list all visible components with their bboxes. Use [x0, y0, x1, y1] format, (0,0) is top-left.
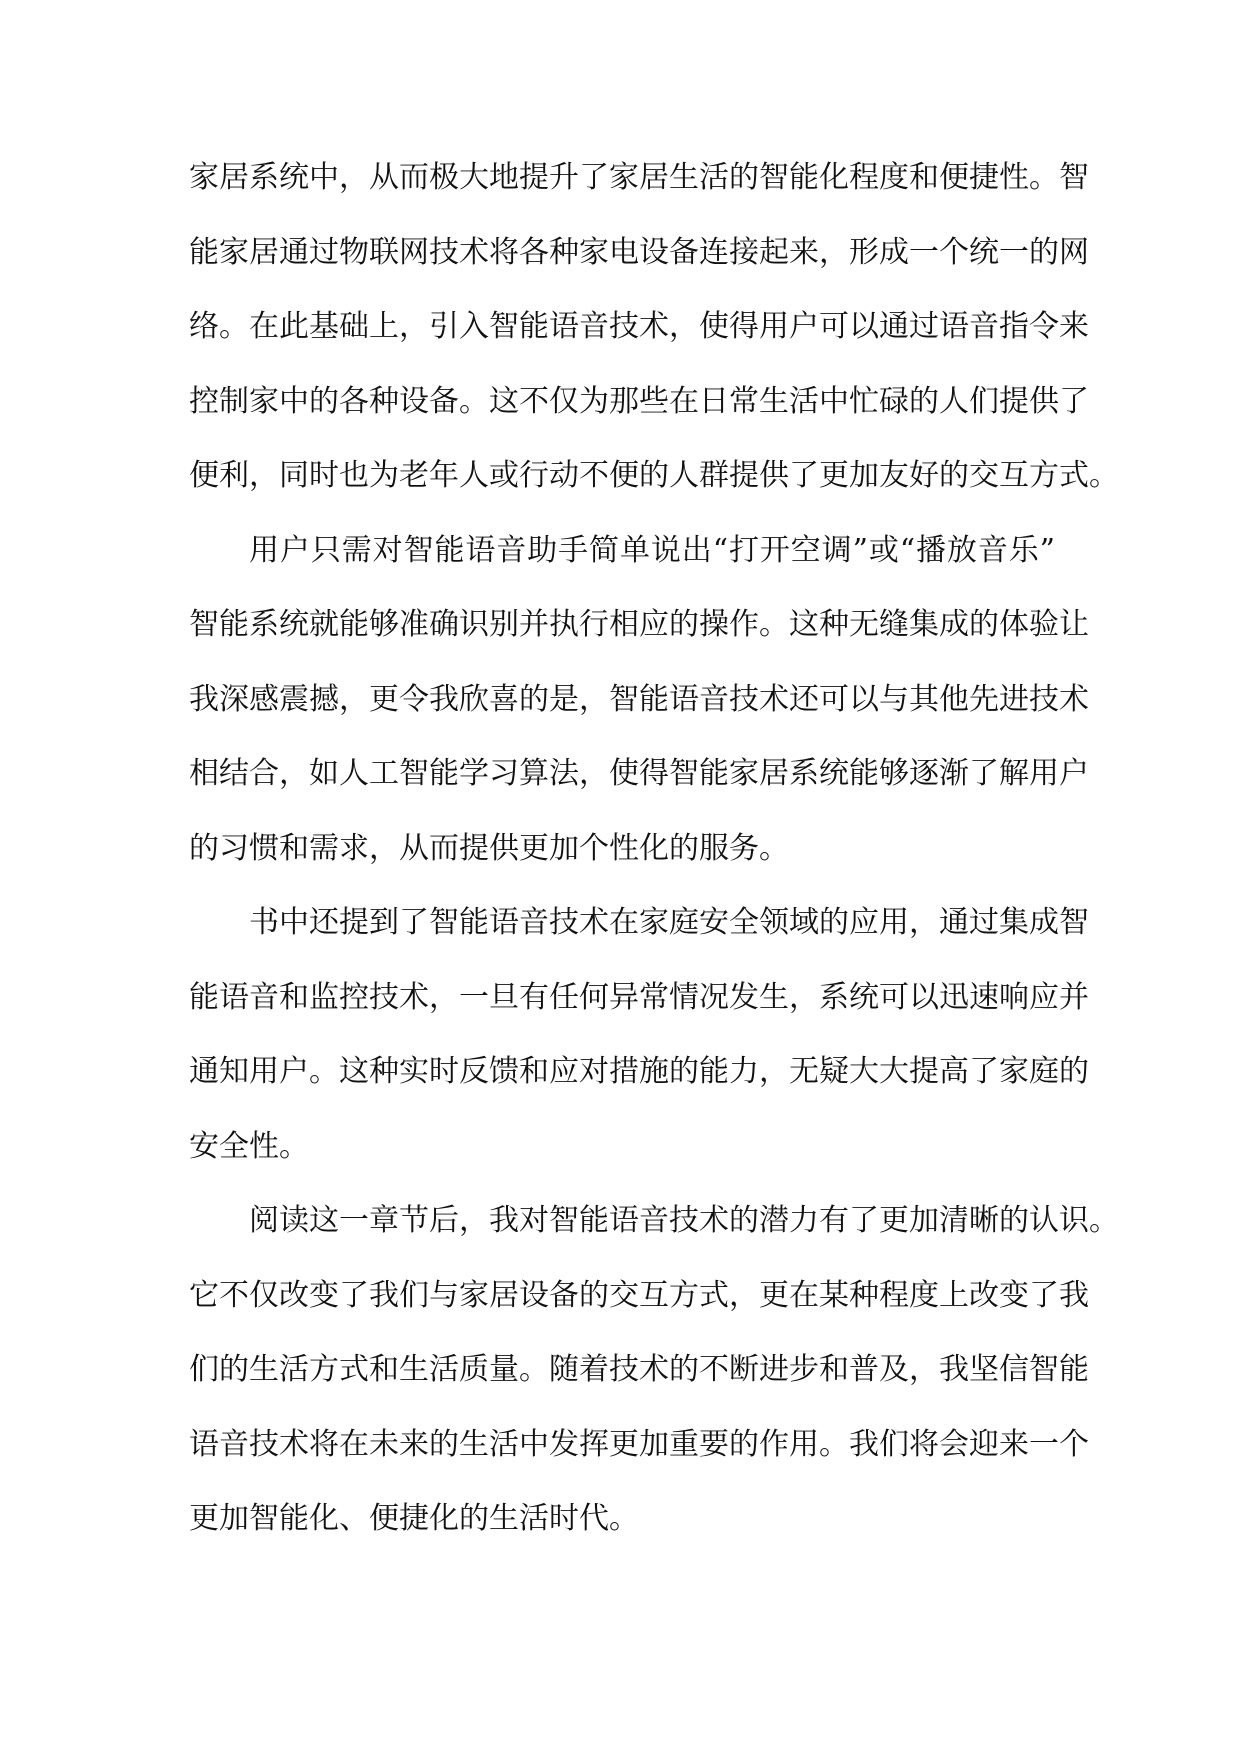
paragraph-2-line-1: 用户只需对智能语音助手简单说出“打开空调”或“播放音乐” — [249, 532, 1055, 568]
paragraph-1-line-3: 络。在此基础上，引入智能语音技术，使得用户可以通过语音指令来 — [189, 309, 1089, 344]
paragraph-3-line-2: 能语音和监控技术，一旦有任何异常情况发生，系统可以迅速响应并 — [189, 979, 1089, 1015]
paragraph-4-line-3: 们的生活方式和生活质量。随着技术的不断进步和普及，我坚信智能 — [189, 1352, 1089, 1387]
body-text — [189, 141, 1119, 1557]
paragraph-1-line-5: 便利，同时也为老年人或行动不便的人群提供了更加友好的交互方式。 — [189, 458, 1119, 493]
paragraph-4-line-2: 它不仅改变了我们与家居设备的交互方式，更在某种程度上改变了我 — [189, 1277, 1089, 1313]
paragraph-3-line-3: 通知用户。这种实时反馈和应对措施的能力，无疑大大提高了家庭的 — [189, 1054, 1089, 1089]
paragraph-1-line-2: 能家居通过物联网技术将各种家电设备连接起来，形成一个统一的网 — [189, 234, 1089, 270]
paragraph-1-line-1: 家居系统中，从而极大地提升了家居生活的智能化程度和便捷性。智 — [189, 160, 1089, 195]
paragraph-2-line-4: 相结合，如人工智能学习算法，使得智能家居系统能够逐渐了解用户 — [189, 756, 1089, 791]
paragraph-2-line-5: 的习惯和需求，从而提供更加个性化的服务。 — [189, 830, 789, 866]
paragraph-2-line-2: 智能系统就能够准确识别并执行相应的操作。这种无缝集成的体验让 — [189, 607, 1089, 642]
paragraph-3-line-4: 安全性。 — [189, 1128, 309, 1164]
paragraph-4-line-4: 语音技术将在未来的生活中发挥更加重要的作用。我们将会迎来一个 — [189, 1426, 1089, 1462]
paragraph-4-line-5: 更加智能化、便捷化的生活时代。 — [189, 1501, 639, 1536]
paragraph-4-line-1: 阅读这一章节后，我对智能语音技术的潜力有了更加清晰的认识。 — [249, 1203, 1119, 1238]
paragraph-2-line-3: 我深感震撼，更令我欣喜的是，智能语音技术还可以与其他先进技术 — [189, 681, 1089, 717]
paragraph-1-line-4: 控制家中的各种设备。这不仅为那些在日常生活中忙碌的人们提供了 — [189, 383, 1089, 419]
paragraph-3-line-1: 书中还提到了智能语音技术在家庭安全领域的应用，通过集成智 — [249, 905, 1089, 940]
